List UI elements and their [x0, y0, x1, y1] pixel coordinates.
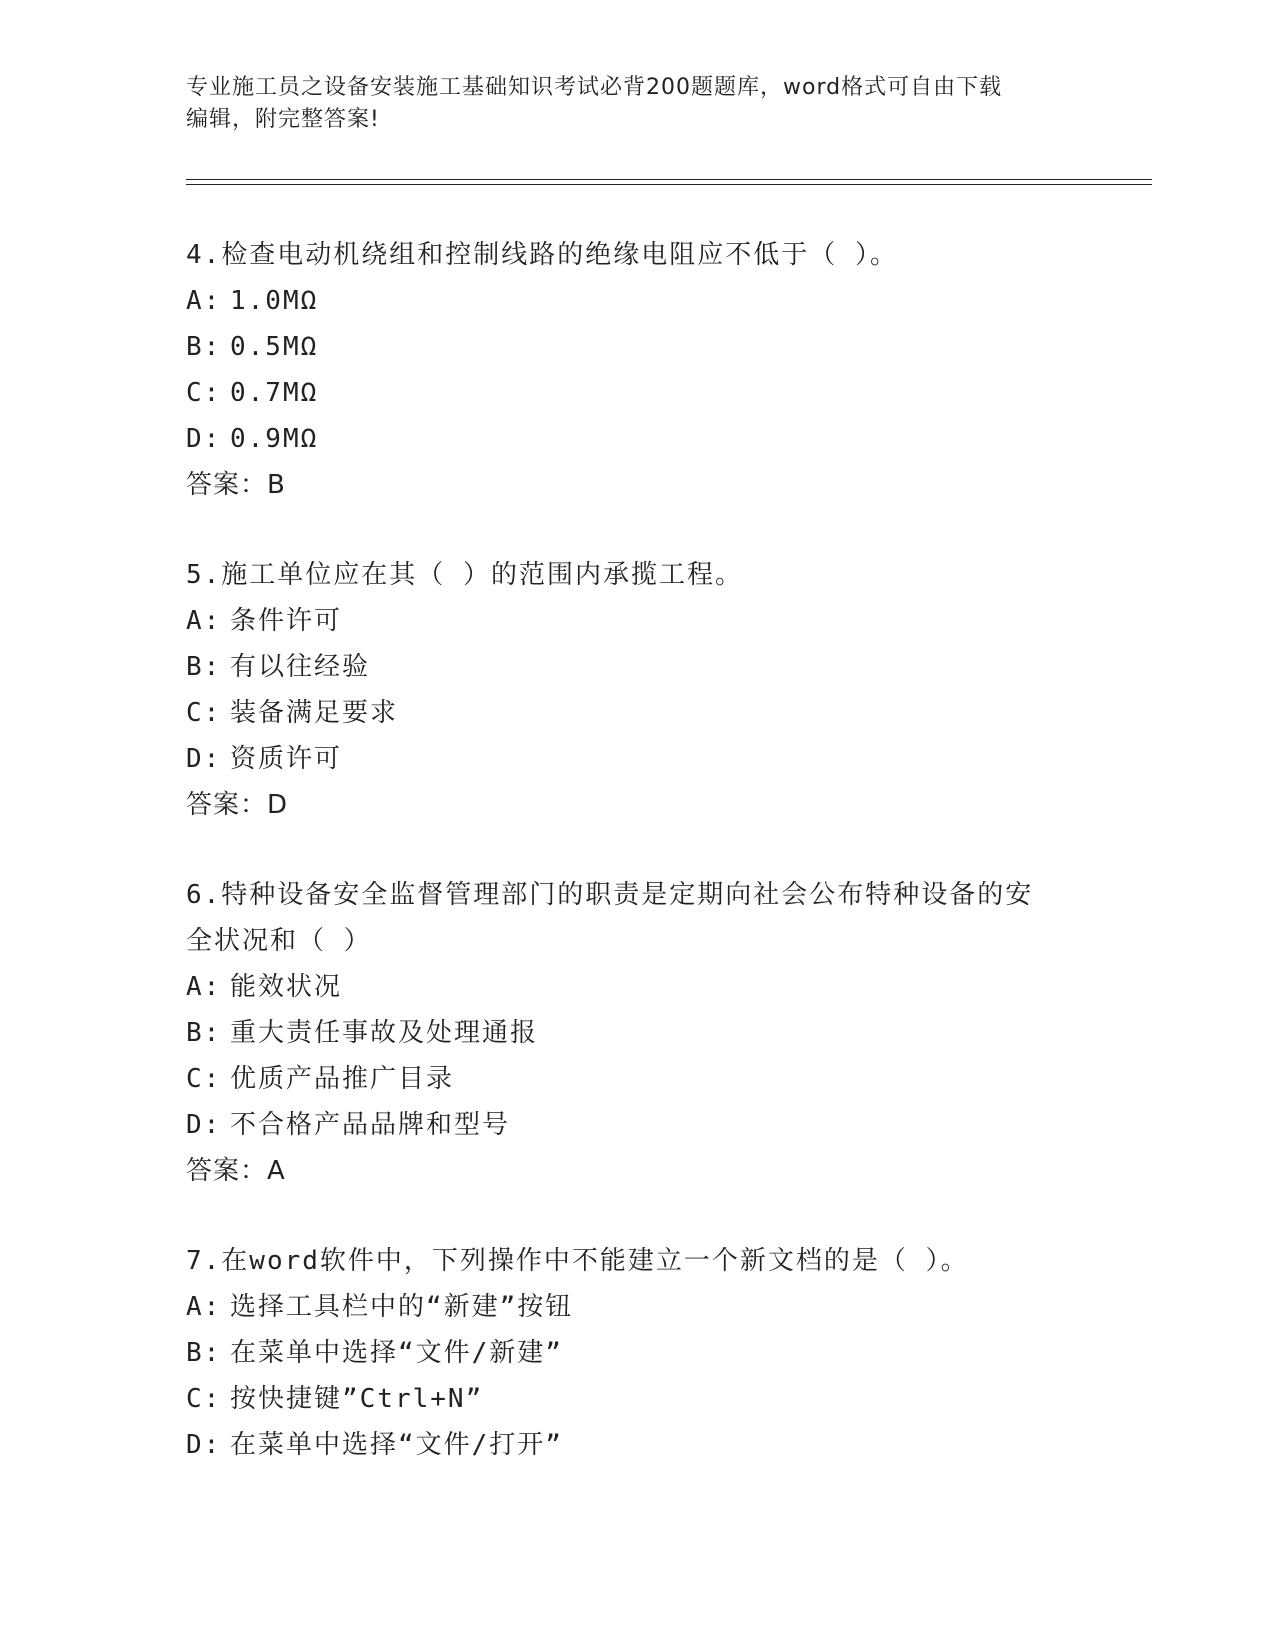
option-d	[186, 1422, 1086, 1468]
question-4	[186, 232, 1086, 508]
option-text: 优质产品推广目录	[230, 1064, 455, 1094]
option-label: A:	[186, 972, 222, 1002]
answer: 答案：A	[186, 1156, 286, 1186]
option-label: C:	[186, 378, 222, 408]
option-label: D:	[186, 1110, 222, 1140]
option-label: B:	[186, 332, 222, 362]
option-text: 重大责任事故及处理通报	[230, 1018, 539, 1048]
option-b	[186, 1010, 1086, 1056]
option-d	[186, 416, 1086, 462]
option-d	[186, 1102, 1086, 1148]
option-label: D:	[186, 424, 222, 454]
option-label: B:	[186, 1338, 222, 1368]
option-label: A:	[186, 606, 222, 636]
option-c	[186, 1056, 1086, 1102]
option-text: 在菜单中选择“文件/打开”	[230, 1430, 563, 1460]
option-c	[186, 690, 1086, 736]
option-text: 选择工具栏中的“新建”按钮	[230, 1292, 574, 1322]
option-text: 有以往经验	[230, 652, 371, 682]
option-b	[186, 324, 1086, 370]
option-label: D:	[186, 1430, 222, 1460]
option-a	[186, 964, 1086, 1010]
question-stem: 7.在word软件中，下列操作中不能建立一个新文档的是（ ）。	[186, 1246, 969, 1276]
option-text: 能效状况	[230, 972, 343, 1002]
option-label: C:	[186, 698, 222, 728]
question-stem: 4.检查电动机绕组和控制线路的绝缘电阻应不低于（ ）。	[186, 240, 898, 270]
option-text: 1.0MΩ	[230, 286, 319, 316]
option-text: 条件许可	[230, 606, 343, 636]
option-b	[186, 644, 1086, 690]
option-a	[186, 598, 1086, 644]
header-divider-bottom	[186, 184, 1152, 185]
question-6	[186, 872, 1086, 1194]
option-label: C:	[186, 1064, 222, 1094]
option-b	[186, 1330, 1086, 1376]
option-a	[186, 1284, 1086, 1330]
option-label: A:	[186, 1292, 222, 1322]
option-text: 在菜单中选择“文件/新建”	[230, 1338, 563, 1368]
document-header	[186, 72, 1086, 136]
question-stem: 5.施工单位应在其（ ）的范围内承揽工程。	[186, 560, 743, 590]
question-5	[186, 552, 1086, 828]
option-d	[186, 736, 1086, 782]
option-text: 按快捷键”Ctrl+N”	[230, 1384, 484, 1414]
option-c	[186, 1376, 1086, 1422]
header-divider-top	[186, 179, 1152, 180]
option-text: 资质许可	[230, 744, 343, 774]
option-a	[186, 278, 1086, 324]
answer: 答案：B	[186, 470, 286, 500]
question-stem: 6.特种设备安全监督管理部门的职责是定期向社会公布特种设备的安全状况和（ ）	[186, 880, 1034, 956]
option-label: B:	[186, 652, 222, 682]
question-7	[186, 1238, 1086, 1468]
option-label: D:	[186, 744, 222, 774]
option-label: A:	[186, 286, 222, 316]
option-label: B:	[186, 1018, 222, 1048]
header-line-2: 编辑，附完整答案!	[186, 107, 380, 132]
option-text: 装备满足要求	[230, 698, 399, 728]
header-line-1: 专业施工员之设备安装施工基础知识考试必背200题题库，word格式可自由下载	[186, 75, 1003, 100]
option-label: C:	[186, 1384, 222, 1414]
option-text: 0.5MΩ	[230, 332, 319, 362]
answer: 答案：D	[186, 790, 289, 820]
option-text: 不合格产品品牌和型号	[230, 1110, 511, 1140]
option-text: 0.9MΩ	[230, 424, 319, 454]
option-text: 0.7MΩ	[230, 378, 319, 408]
option-c	[186, 370, 1086, 416]
